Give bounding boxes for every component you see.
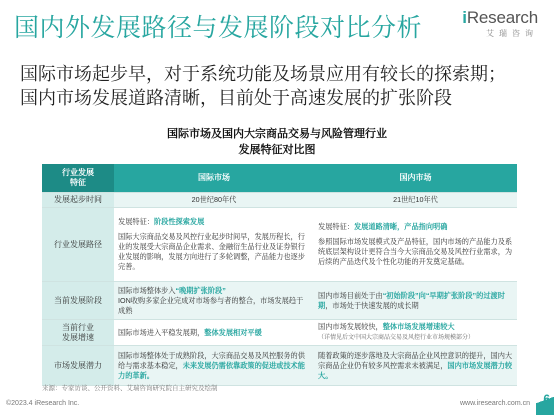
- stage-text: 国际市场整体步入: [118, 285, 176, 295]
- speed-note: （详情见后文中国大宗商品交易及风控行业市场规模部分）: [318, 335, 475, 341]
- dom-path-body: 参照国际市场发展模式及产品特征，国内市场的产品能力及系统底层架构设计更符合当今大宗商品交易及风控行业需求，为后续的产品迭代及个性化功能的开发奠定基础。: [318, 237, 513, 266]
- subtitle-line-1: 国际市场起步早，对于系统功能及场景应用有较长的探索期；: [20, 64, 506, 84]
- header-international: 国际市场: [114, 164, 314, 193]
- stage-text: ION收购多家企业完成对市场参与者的整合，市场发展趋于成熟: [118, 295, 304, 315]
- table-title-line-2: 发展特征对比图: [238, 144, 316, 156]
- cell-dom-speed: [314, 320, 517, 346]
- table-title: [0, 126, 554, 158]
- feature-highlight: 发展道路清晰，产品指向明确: [353, 222, 448, 231]
- row-label: 市场发展潜力: [42, 346, 114, 386]
- row-label: 发展起步时间: [42, 193, 114, 208]
- table-row: [42, 208, 517, 282]
- cell-dom-start: 21世纪10年代: [314, 193, 517, 208]
- cell-intl-stage: [114, 282, 314, 320]
- potential-highlight: 未来发展仍需依靠政策的促进或技术能力的革新。: [118, 360, 305, 380]
- logo-subtitle: 艾瑞咨询: [486, 29, 538, 38]
- stage-text: ，市场处于快速发展的成长期: [325, 300, 419, 310]
- speed-text: 国际市场进入平稳发展期，: [118, 327, 205, 337]
- potential-text: 国际市场整体处于成熟阶段，大宗商品交易及风控服务的供给与需求基本稳定，: [118, 350, 305, 370]
- page-title: 国内外发展路径与发展阶段对比分析: [14, 14, 423, 42]
- stage-text: 国内市场目前处于由: [318, 290, 383, 300]
- row-label: 行业发展路径: [42, 208, 114, 282]
- logo-i: i: [462, 8, 467, 27]
- header-feature: 行业发展 特征: [42, 164, 114, 193]
- iresearch-logo: [446, 8, 538, 39]
- table-row: [42, 282, 517, 320]
- cell-dom-potential: [314, 346, 517, 386]
- header-domestic: 国内市场: [314, 164, 517, 193]
- speed-highlight: 整体发展相对平缓: [204, 327, 262, 337]
- logo-wordmark: [446, 8, 538, 28]
- comparison-table: [42, 164, 517, 386]
- subtitle-line-2: 国内市场发展道路清晰，目前处于高速发展的扩张阶段: [20, 88, 452, 108]
- stage-highlight: “晚期扩张阶段”: [175, 285, 226, 295]
- row-label: 当前发展阶段: [42, 282, 114, 320]
- potential-highlight: 国内市场发展潜力较大。: [318, 360, 513, 380]
- cell-intl-potential: [114, 346, 314, 386]
- feature-highlight: 阶段性探索发展: [153, 217, 205, 226]
- table-row: [42, 346, 517, 386]
- feature-prefix: 发展特征：: [318, 222, 354, 231]
- dom-feature-line: [318, 222, 513, 232]
- potential-text: 随着政策的逐步落地及大宗商品企业风控意识的提升，国内大宗商品企业仍有较多风控需求未被满足，: [318, 350, 513, 370]
- slide-subtitle: [20, 62, 550, 110]
- page-number: 6: [543, 392, 550, 406]
- cell-intl-path: [114, 208, 314, 282]
- stage-highlight: “初始阶段”向“早期扩张阶段”的过渡时期: [318, 290, 505, 310]
- row-label: 当前行业 发展增速: [42, 320, 114, 346]
- intl-path-body: 国际大宗商品交易及风控行业起步时间早，发展历程长，行业的发展受大宗商品企业需求、金融衍生品行业及证券银行业发展的影响，发展方向进行了多轮调整，产品能力也逐步完善。: [118, 232, 305, 271]
- intl-feature-line: [118, 217, 310, 227]
- table-title-line-1: 国际市场及国内大宗商品交易与风险管理行业: [167, 128, 387, 140]
- table-row: [42, 320, 517, 346]
- cell-dom-stage: [314, 282, 517, 320]
- cell-intl-start: 20世纪80年代: [114, 193, 314, 208]
- feature-prefix: 发展特征：: [118, 217, 154, 226]
- speed-highlight: 整体市场发展增速较大: [382, 322, 455, 331]
- table-header-row: [42, 164, 517, 193]
- website-link[interactable]: www.iresearch.com.cn: [459, 400, 530, 407]
- cell-intl-speed: [114, 320, 314, 346]
- cell-dom-path: [314, 208, 517, 282]
- table-row: [42, 193, 517, 208]
- source-note: 来源：专家访谈、公开资料、艾瑞咨询研究院自主研究及绘制: [42, 385, 218, 392]
- speed-text: 国内市场发展较快，: [318, 322, 383, 331]
- logo-research: Research: [466, 8, 538, 27]
- copyright: ©2023.4 iResearch Inc.: [6, 400, 80, 407]
